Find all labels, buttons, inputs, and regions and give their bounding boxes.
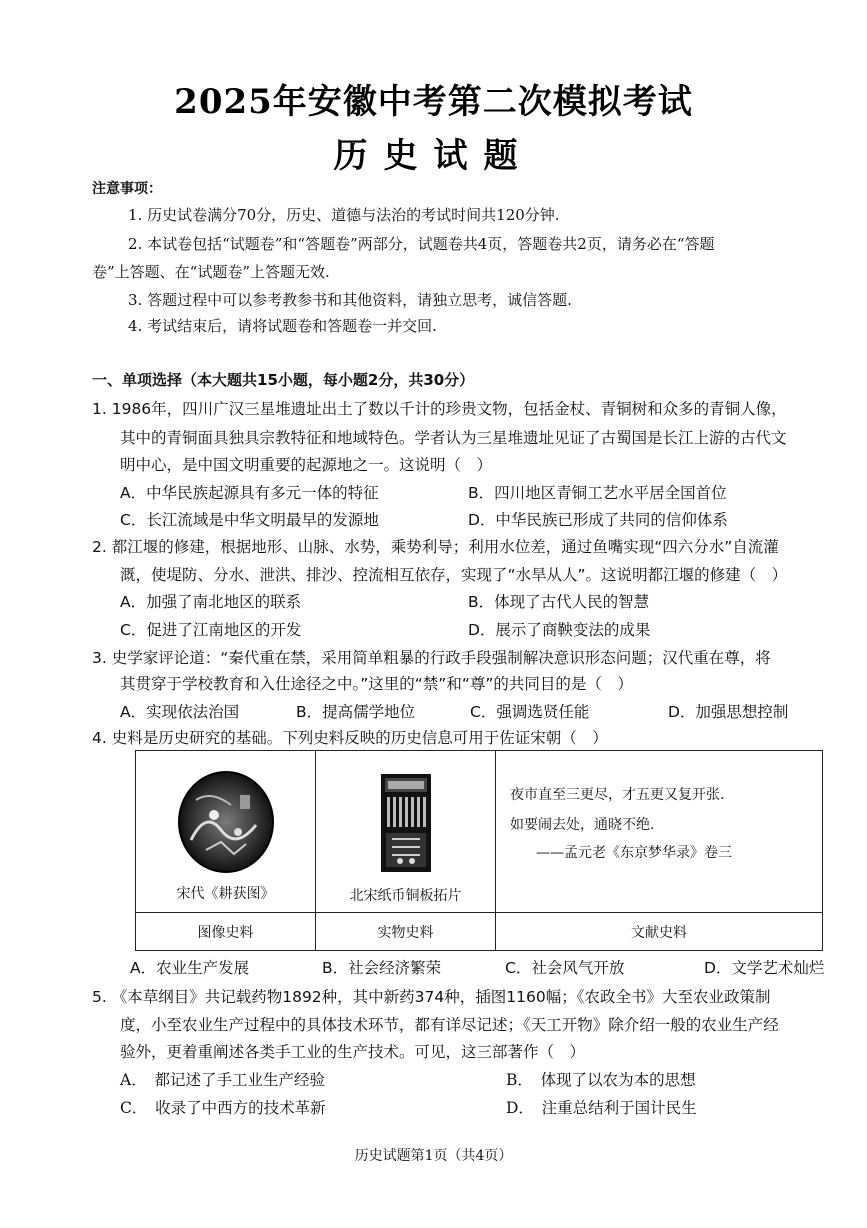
notes-item: 卷”上答题、在“试题卷”上答题无效. xyxy=(92,263,330,281)
literature-cell xyxy=(496,751,823,913)
option-b: B．四川地区青铜工艺水平居全国首位 xyxy=(468,484,727,502)
option-d: D．展示了商鞅变法的成果 xyxy=(468,621,651,639)
notes-item: 1. 历史试卷满分70分，历史、道德与法治的考试时间共120分钟. xyxy=(128,206,560,224)
notes-heading: 注意事项： xyxy=(92,181,162,197)
option-d: D．加强思想控制 xyxy=(668,703,789,721)
question-text: 1. 1986年，四川广汉三星堆遗址出土了数以千计的珍贵文物，包括金杖、青铜树和众多的青铜人像， xyxy=(92,400,787,418)
option-c: C．强调选贤任能 xyxy=(470,703,590,721)
page-footer: 历史试题第1页（共4页） xyxy=(354,1148,513,1164)
notes-item: 4. 考试结束后，请将试题卷和答题卷一并交回. xyxy=(128,317,437,335)
section-heading: 一、单项选择（本大题共15小题，每小题2分，共30分） xyxy=(92,371,475,389)
question-text: 其中的青铜面具独具宗教特征和地域特色。学者认为三星堆遗址见证了古蜀国是长江上游的古代文 xyxy=(120,429,787,447)
option-d: D．文学艺术灿烂 xyxy=(704,959,825,977)
notes-item: 2. 本试卷包括“试题卷”和“答题卷”两部分，试题卷共4页，答题卷共2页，请务必在“答题 xyxy=(128,235,715,253)
option-c: C．长江流域是中华文明最早的发源地 xyxy=(120,511,379,529)
option-d: D．中华民族已形成了共同的信仰体系 xyxy=(468,511,728,529)
question-text: 2. 都江堰的修建，根据地形、山脉、水势，乘势利导；利用水位差，通过鱼嘴实现“四六分水”自流灌 xyxy=(92,538,779,556)
question-text: 5. 《本草纲目》共记载药物1892种，其中新药374种，插图1160幅；《农政全书》大至农业政策制 xyxy=(92,988,771,1006)
question-text: 4. 史料是历史研究的基础。下列史料反映的历史信息可用于佐证宋朝（ ） xyxy=(92,729,608,747)
option-d: D． 注重总结利于国计民生 xyxy=(506,1099,697,1117)
option-a: A．中华民族起源具有多元一体的特征 xyxy=(120,484,379,502)
artifact-caption: 北宋纸币铜板拓片 xyxy=(349,887,462,904)
question-text: 3. 史学家评论道：“秦代重在禁，采用简单粗暴的行政手段强制解决意识形态问题；汉代重在尊，将 xyxy=(92,649,771,667)
quote-line: 夜市直至三更尽，才五更又复开张. xyxy=(510,787,725,803)
option-b: B． 体现了以农为本的思想 xyxy=(506,1071,696,1089)
label-object-source: 实物史料 xyxy=(316,913,496,951)
quote-line: 如要闹去处，通晓不绝. xyxy=(510,817,655,833)
option-b: B．体现了古代人民的智慧 xyxy=(468,593,650,611)
option-a: A．农业生产发展 xyxy=(130,959,250,977)
artifact-cell xyxy=(316,751,496,913)
painting-cell xyxy=(136,751,316,913)
option-a: A．实现依法治国 xyxy=(120,703,240,721)
option-a: A．加强了南北地区的联系 xyxy=(120,593,302,611)
source-table xyxy=(135,750,823,951)
label-image-source: 图像史料 xyxy=(136,913,316,951)
option-b: B．提高儒学地位 xyxy=(296,703,416,721)
question-text: 验外，更着重阐述各类手工业的生产技术。可见，这三部著作（ ） xyxy=(120,1043,586,1061)
notes-item: 3. 答题过程中可以参考教参书和其他资料，请独立思考，诚信答题. xyxy=(128,291,572,309)
question-text: 溉，使堤防、分水、泄洪、排沙、控流相互依存，实现了“水旱从人”。这说明都江堰的修建（ ） xyxy=(120,566,788,584)
exam-subtitle: 历史试题 xyxy=(333,136,534,176)
gengHuoTu-painting-image xyxy=(176,770,276,875)
painting-caption: 宋代《耕获图》 xyxy=(176,886,275,902)
banknote-rubbing-image xyxy=(380,773,432,873)
question-text: 度，小至农业生产过程中的具体技术环节，都有详尽记述；《天工开物》除介绍一般的农业生产经 xyxy=(120,1016,779,1034)
question-text: 其贯穿于学校教育和入仕途径之中。”这里的“禁”和“尊”的共同目的是（ ） xyxy=(120,675,633,693)
quote-source: ——孟元老《东京梦华录》卷三 xyxy=(536,845,732,861)
option-b: B．社会经济繁荣 xyxy=(322,959,442,977)
option-c: C．社会风气开放 xyxy=(505,959,625,977)
option-a: A． 都记述了手工业生产经验 xyxy=(120,1071,325,1089)
label-document-source: 文献史料 xyxy=(496,913,823,951)
option-c: C． 收录了中西方的技术革新 xyxy=(120,1099,326,1117)
option-c: C．促进了江南地区的开发 xyxy=(120,621,302,639)
exam-title: 2025年安徽中考第二次模拟考试 xyxy=(174,82,693,122)
question-text: 明中心，是中国文明重要的起源地之一。这说明（ ） xyxy=(120,456,493,474)
